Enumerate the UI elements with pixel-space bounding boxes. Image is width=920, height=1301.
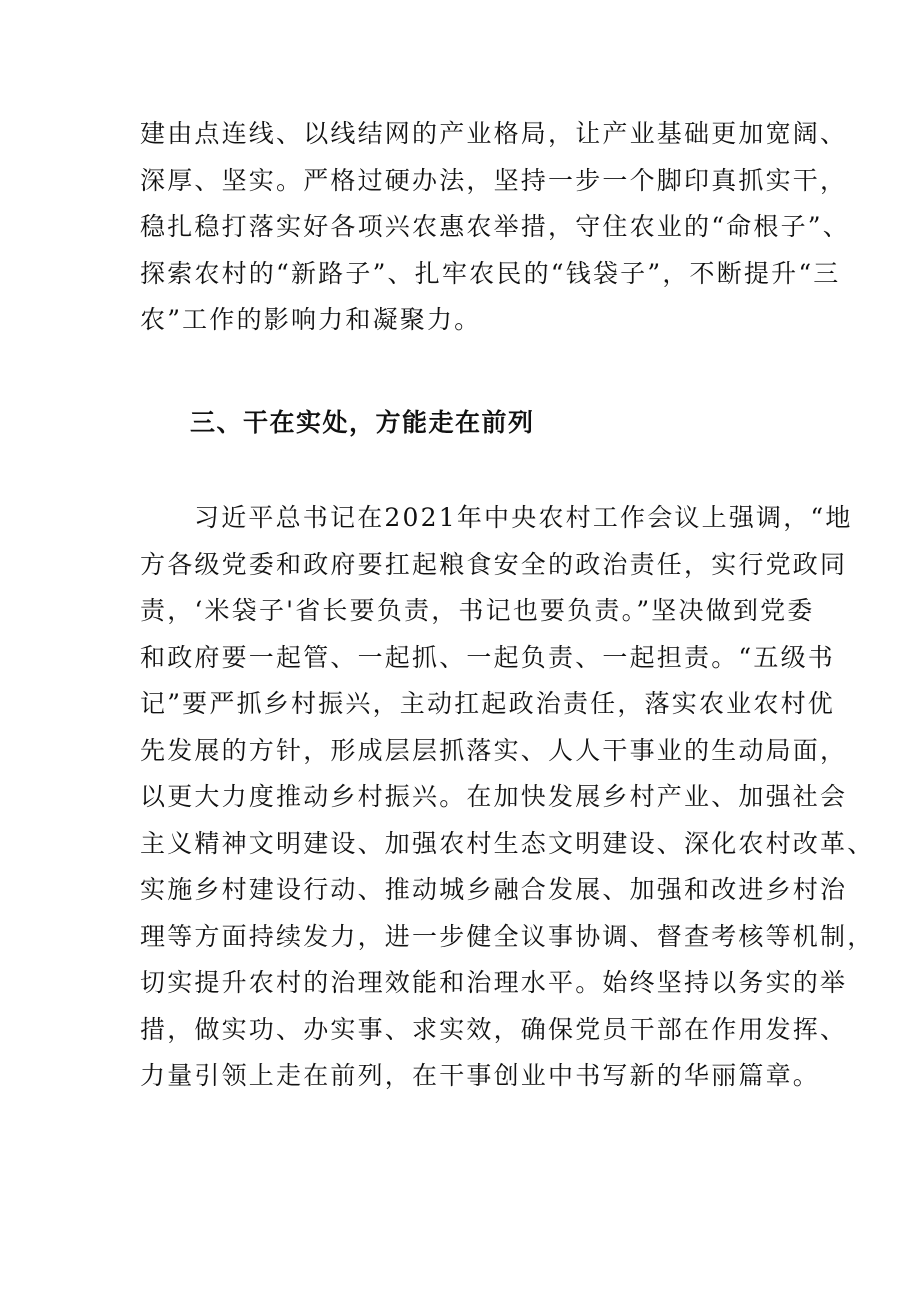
paragraph-line: 力量引领上走在前列，在干事创业中书写新的华丽篇章。 — [140, 1061, 821, 1090]
paragraph-line: 实施乡村建设行动、推动城乡融合发展、加强和改进乡村治 — [140, 875, 848, 904]
paragraph-line: 理等方面持续发力，进一步健全议事协调、督查考核等机制， — [140, 921, 875, 951]
paragraph-line: 切实提升农村的治理效能和治理水平。始终坚持以务实的举 — [140, 968, 848, 997]
paragraph-line: 措，做实功、办实事、求实效，确保党员干部在作用发挥、 — [140, 1014, 848, 1044]
paragraph-2 — [140, 495, 875, 1100]
paragraph-line: 先发展的方针，形成层层抓落实、人人干事业的生动局面， — [140, 735, 848, 765]
paragraph-line: 和政府要一起管、一起抓、一起负责、一起担责。“五级书 — [140, 642, 835, 672]
paragraph-line: 主义精神文明建设、加强农村生态文明建设、深化农村改革、 — [140, 828, 875, 858]
paragraph-line: 深厚、坚实。严格过硬办法，坚持一步一个脚印真抓实干， — [140, 165, 848, 195]
paragraph-line: 方各级党委和政府要扛起粮食安全的政治责任，实行党政同 — [140, 549, 848, 579]
paragraph-line: 习近平总书记在2021年中央农村工作会议上强调，“地 — [194, 503, 853, 532]
paragraph-line: 以更大力度推动乡村振兴。在加快发展乡村产业、加强社会 — [140, 782, 848, 811]
paragraph-line: 记”要严抓乡村振兴，主动扛起政治责任，落实农业农村优 — [140, 689, 835, 718]
paragraph-line: 探索农村的“新路子”、扎牢农民的“钱袋子”，不断提升“三 — [140, 258, 841, 288]
paragraph-line: 农”工作的影响力和凝聚力。 — [140, 305, 482, 334]
paragraph-1 — [140, 111, 850, 344]
section-heading: 三、干在实处，方能走在前列 — [190, 408, 535, 437]
paragraph-line: 建由点连线、以线结网的产业格局，让产业基础更加宽阔、 — [140, 119, 848, 148]
paragraph-line: 责，‘米袋子'省长要负责，书记也要负责。”坚决做到党委 — [140, 596, 815, 625]
paragraph-line: 稳扎稳打落实好各项兴农惠农举措，守住农业的“命根子”、 — [140, 212, 850, 241]
